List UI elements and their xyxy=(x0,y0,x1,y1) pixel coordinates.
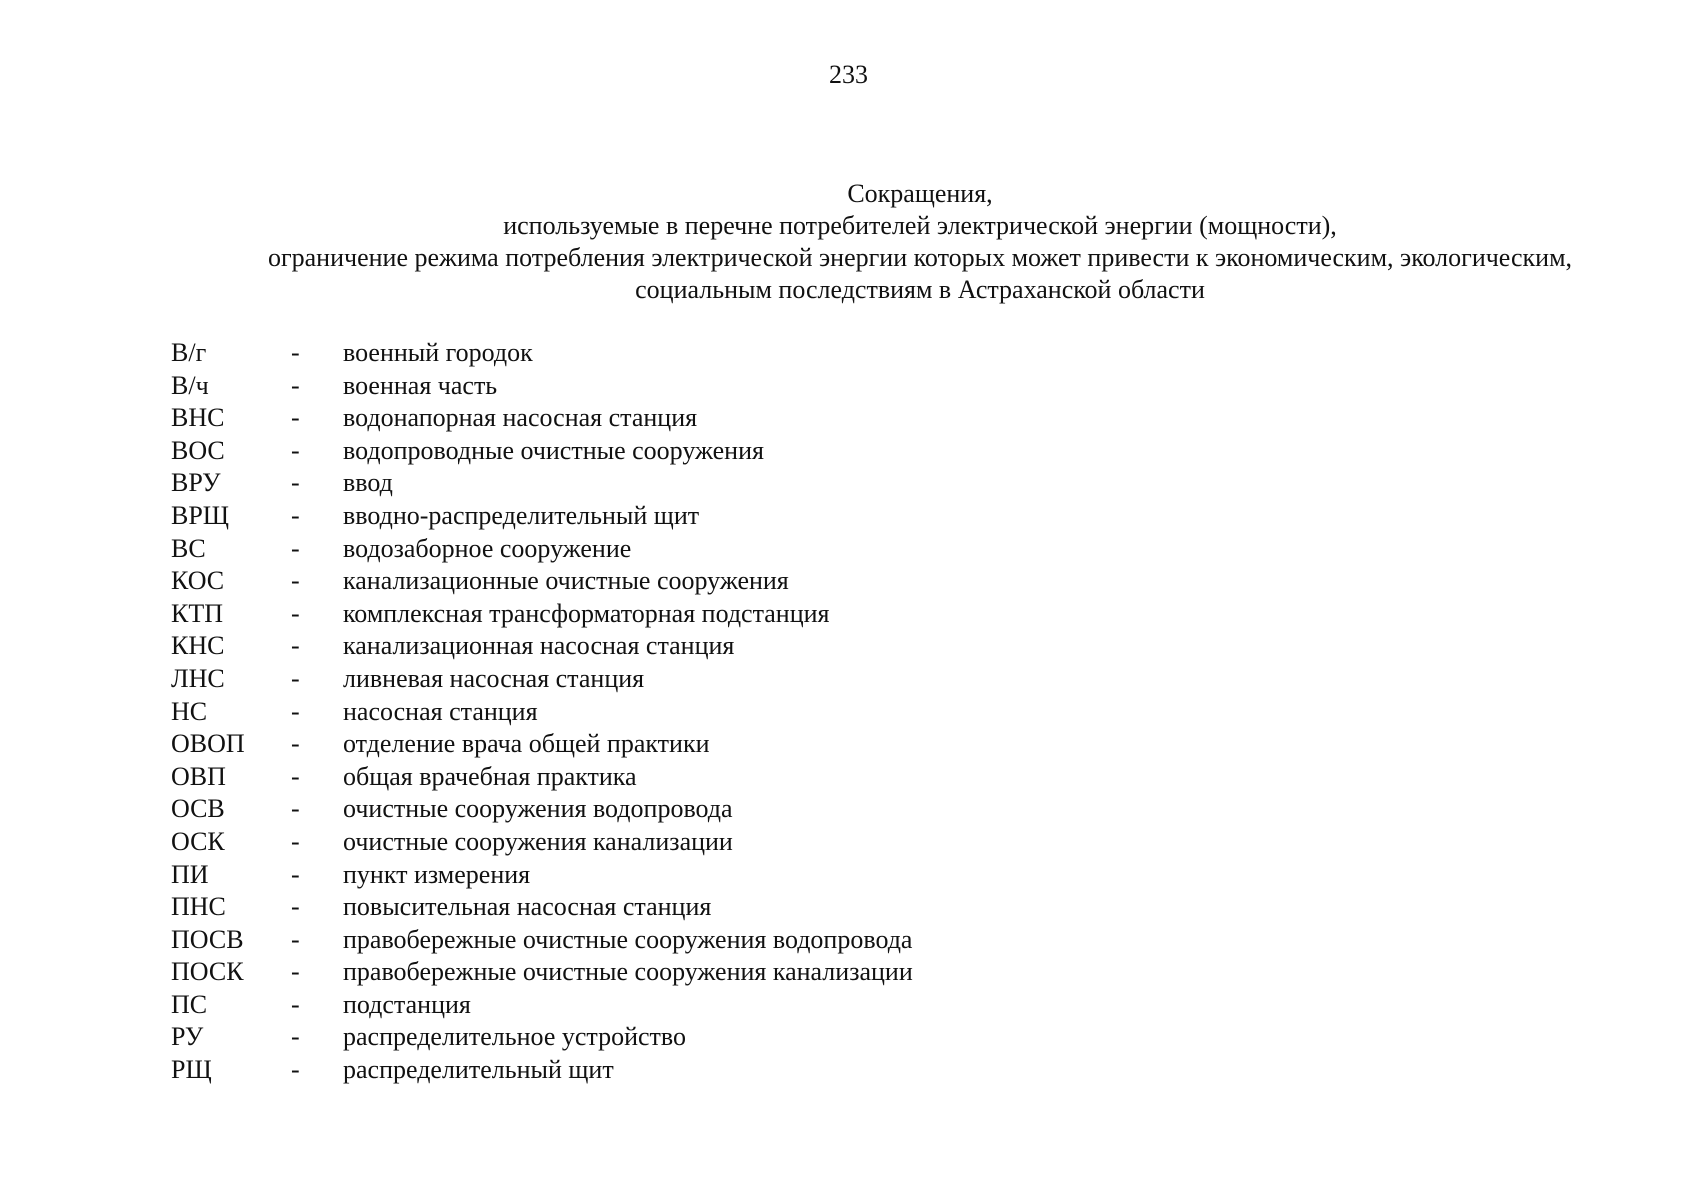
abbreviation-definition: правобережные очистные сооружения канализации xyxy=(343,957,913,987)
abbreviation-dash: - xyxy=(291,761,300,791)
abbreviation-term: В/г xyxy=(171,338,207,367)
abbreviation-definition: канализационные очистные сооружения xyxy=(343,566,789,596)
abbreviation-dash: - xyxy=(291,500,300,530)
abbreviation-dash: - xyxy=(291,435,300,465)
abbreviation-definition: ливневая насосная станция xyxy=(343,663,645,693)
abbreviation-dash: - xyxy=(291,1055,300,1085)
abbreviation-row xyxy=(171,728,1071,761)
abbreviation-list xyxy=(171,337,1071,1087)
abbreviation-dash: - xyxy=(291,696,300,726)
abbreviation-definition: канализационная насосная станция xyxy=(343,631,735,661)
abbreviation-row xyxy=(171,630,1071,663)
abbreviation-dash: - xyxy=(291,989,300,1019)
abbreviation-row xyxy=(171,989,1071,1022)
abbreviation-term: ПИ xyxy=(171,859,209,889)
abbreviation-term: КНС xyxy=(171,631,225,661)
abbreviation-definition: очистные сооружения водопровода xyxy=(343,794,733,824)
abbreviation-definition: ввод xyxy=(343,468,393,498)
abbreviation-row xyxy=(171,565,1071,598)
document-title xyxy=(170,178,1670,306)
abbreviation-term: КТП xyxy=(171,598,223,628)
abbreviation-row xyxy=(171,467,1071,500)
title-line-1: Сокращения, xyxy=(847,179,993,208)
abbreviation-definition: подстанция xyxy=(343,989,471,1019)
abbreviation-definition: распределительное устройство xyxy=(343,1022,686,1052)
abbreviation-term: ПС xyxy=(171,989,208,1019)
abbreviation-row xyxy=(171,435,1071,468)
abbreviation-term: ПОСВ xyxy=(171,924,244,954)
abbreviation-dash: - xyxy=(291,794,300,824)
abbreviation-dash: - xyxy=(291,598,300,628)
abbreviation-definition: комплексная трансформаторная подстанция xyxy=(343,598,830,628)
abbreviation-row xyxy=(171,402,1071,435)
abbreviation-term: КОС xyxy=(171,566,225,596)
abbreviation-definition: военный городок xyxy=(343,338,533,367)
abbreviation-term: ПОСК xyxy=(171,957,244,987)
abbreviation-definition: общая врачебная практика xyxy=(343,761,637,791)
abbreviation-definition: очистные сооружения канализации xyxy=(343,826,733,856)
abbreviation-definition: водопроводные очистные сооружения xyxy=(343,435,764,465)
abbreviation-term: ПНС xyxy=(171,892,226,922)
page-number: 233 xyxy=(829,60,868,89)
abbreviation-term: ОВОП xyxy=(171,729,245,759)
abbreviation-dash: - xyxy=(291,631,300,661)
abbreviation-row xyxy=(171,761,1071,794)
abbreviation-row xyxy=(171,500,1071,533)
abbreviation-dash: - xyxy=(291,403,300,433)
abbreviation-term: В/ч xyxy=(171,370,209,400)
abbreviation-term: РЩ xyxy=(171,1055,212,1085)
abbreviation-dash: - xyxy=(291,566,300,596)
abbreviation-term: ОСВ xyxy=(171,794,225,824)
abbreviation-row xyxy=(171,1054,1071,1087)
abbreviation-term: ВРУ xyxy=(171,468,221,498)
abbreviation-definition: водонапорная насосная станция xyxy=(343,403,698,433)
abbreviation-term: ВРЩ xyxy=(171,500,230,530)
abbreviation-definition: водозаборное сооружение xyxy=(343,533,632,563)
abbreviation-row xyxy=(171,370,1071,403)
abbreviation-term: ЛНС xyxy=(171,663,225,693)
abbreviation-dash: - xyxy=(291,1022,300,1052)
title-line-2: используемые в перечне потребителей электрической энергии (мощности), xyxy=(503,211,1337,240)
abbreviation-definition: военная часть xyxy=(343,370,498,400)
abbreviation-row xyxy=(171,924,1071,957)
abbreviation-row xyxy=(171,696,1071,729)
abbreviation-row xyxy=(171,1021,1071,1054)
abbreviation-definition: вводно-распределительный щит xyxy=(343,500,700,530)
abbreviation-row xyxy=(171,826,1071,859)
abbreviation-definition: отделение врача общей практики xyxy=(343,729,710,759)
abbreviation-row xyxy=(171,793,1071,826)
abbreviation-term: РУ xyxy=(171,1022,204,1052)
abbreviation-row xyxy=(171,533,1071,566)
abbreviation-dash: - xyxy=(291,957,300,987)
abbreviation-row xyxy=(171,663,1071,696)
abbreviation-dash: - xyxy=(291,663,300,693)
abbreviation-dash: - xyxy=(291,468,300,498)
abbreviation-term: НС xyxy=(171,696,208,726)
abbreviation-dash: - xyxy=(291,729,300,759)
abbreviation-definition: правобережные очистные сооружения водопровода xyxy=(343,924,913,954)
abbreviation-definition: насосная станция xyxy=(343,696,538,726)
abbreviation-definition: пункт измерения xyxy=(343,859,531,889)
abbreviation-definition: повысительная насосная станция xyxy=(343,892,712,922)
abbreviation-dash: - xyxy=(291,370,300,400)
abbreviation-dash: - xyxy=(291,338,300,367)
abbreviation-dash: - xyxy=(291,859,300,889)
abbreviation-term: ВНС xyxy=(171,403,225,433)
abbreviation-row xyxy=(171,956,1071,989)
abbreviation-term: ВС xyxy=(171,533,206,563)
abbreviation-term: ОСК xyxy=(171,826,225,856)
title-line-4: социальным последствиям в Астраханской области xyxy=(635,275,1205,304)
abbreviation-dash: - xyxy=(291,826,300,856)
abbreviation-definition: распределительный щит xyxy=(343,1055,614,1085)
abbreviation-dash: - xyxy=(291,924,300,954)
abbreviation-row xyxy=(171,598,1071,631)
abbreviation-row xyxy=(171,859,1071,892)
abbreviation-row xyxy=(171,337,1071,370)
abbreviation-term: ОВП xyxy=(171,761,226,791)
abbreviation-dash: - xyxy=(291,533,300,563)
abbreviation-row xyxy=(171,891,1071,924)
abbreviation-dash: - xyxy=(291,892,300,922)
title-line-3: ограничение режима потребления электрической энергии которых может привести к экономическим, экологическим, xyxy=(267,243,1573,272)
abbreviation-term: ВОС xyxy=(171,435,225,465)
